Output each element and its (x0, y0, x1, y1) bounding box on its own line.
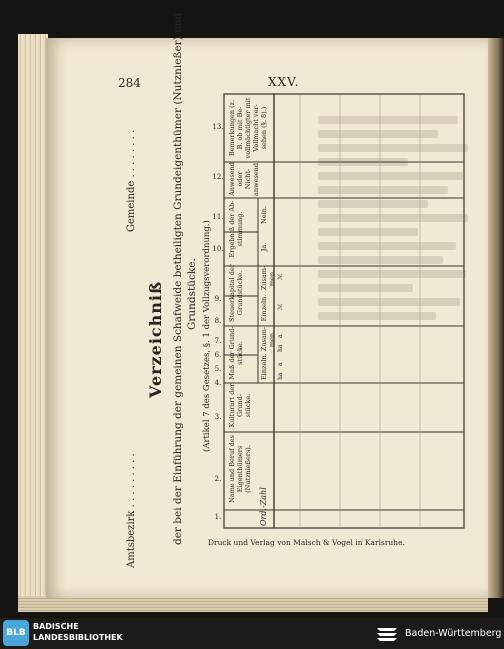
subtitle-line-1: der bei der Einführung der gemeinen Schafweide betheiligten Grundeigenthümer (Nutznießer) und (172, 12, 184, 545)
header-ja: Ja. (260, 242, 268, 252)
column-number: 9. (214, 295, 222, 303)
column-number: 12. (212, 173, 224, 181)
header-bemerkungen: Bemerkungen (z. B. ob mit Be-vollmächtigter mit Vollmacht ver-sehen (§. 8).) (228, 97, 268, 159)
column-number: 3. (214, 413, 222, 421)
column-number: 1. (214, 513, 222, 521)
article-reference: (Artikel 7 des Gesetzes, §. 1 der Vollzugsverordnung.) (202, 220, 212, 452)
unit-mark: ℳ (277, 273, 284, 280)
document-title: Verzeichniß (146, 280, 165, 398)
column-number: 6. (214, 351, 222, 359)
unit-a: a (277, 334, 284, 338)
column-number: 2. (214, 475, 222, 483)
imprint-line: Druck und Verlag von Malsch & Vogel in Karlsruhe. (208, 538, 405, 547)
blb-logo: BLB (3, 620, 29, 646)
unit-mark: ℳ (277, 303, 284, 310)
header-mass: Maß der Grund-stücke. (228, 326, 244, 380)
header-mass-zusammen: Zusam-men. (260, 326, 276, 352)
column-number: 10. (212, 245, 224, 253)
gemeinde-label: Gemeinde . . . . . . . . (126, 129, 137, 232)
baden-wuerttemberg-lions-icon (375, 624, 401, 644)
header-ergebnis: Ergebniß der Ab-stimmung. (228, 200, 244, 258)
library-name-line-1: BADISCHE (33, 622, 79, 631)
unit-ha: ha (277, 344, 284, 352)
column-number: 7. (214, 337, 222, 345)
library-name-line-2: LANDESBIBLIOTHEK (33, 633, 123, 642)
column-number: 11. (212, 213, 224, 221)
amtsbezirk-label: Amtsbezirk . . . . . . . . . (126, 453, 137, 568)
header-steuer-zusammen: Zusam-men. (260, 265, 276, 291)
header-anwesend: Anwesend oder Nicht-anwesend. (228, 160, 260, 196)
header-mass-einzeln: Einzeln. (260, 353, 268, 380)
unit-a: a (277, 362, 284, 366)
header-name: Name und Beruf des Eigenthümers (Nutznießers). (228, 435, 252, 503)
column-numbers (210, 95, 226, 527)
header-steuer-einzeln: Einzeln. (260, 294, 268, 322)
header-nein: Nein. (260, 206, 268, 224)
column-number: 4. (214, 379, 222, 387)
unit-ha: ha (277, 372, 284, 380)
handwritten-note: Ord.-Zahl (259, 487, 268, 526)
page-number: 284 (118, 76, 141, 90)
subtitle-line-2: Grundstücke. (186, 258, 198, 330)
column-number: 13. (212, 123, 224, 131)
column-number: 5. (214, 365, 222, 373)
header-steuerkapital: Steuerkapital der Grundstücke. (228, 264, 244, 322)
chapter-number: XXV. (268, 75, 300, 89)
header-kulturart: Kulturart der Grund-stücke. (228, 383, 252, 428)
region-name: Baden-Württemberg (405, 628, 502, 639)
column-number: 8. (214, 317, 222, 325)
